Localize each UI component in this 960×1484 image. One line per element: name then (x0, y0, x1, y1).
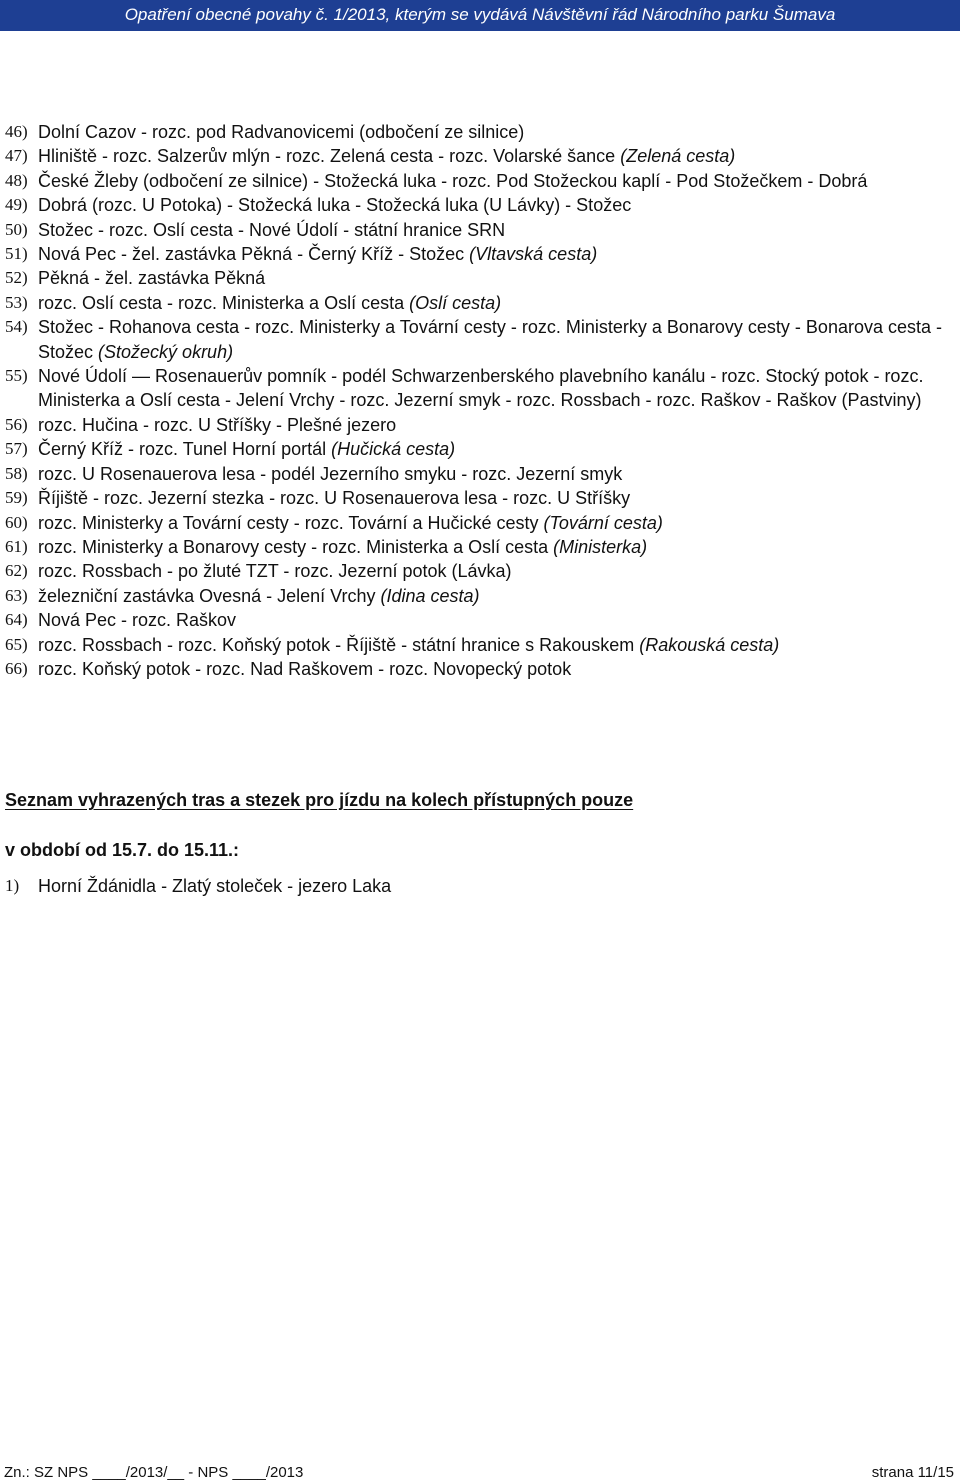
item-text-container (0, 120, 960, 144)
item-number: 1) (5, 876, 20, 895)
list-item (0, 242, 960, 266)
reference-number: Zn.: SZ NPS ____/2013/__ - NPS ____/2013 (4, 1464, 304, 1481)
route-name: (Zelená cesta) (620, 146, 736, 167)
item-text: rozc. Koňský potok - rozc. Nad Raškovem - rozc. Novopecký potok (38, 658, 572, 679)
item-text-container (0, 193, 960, 217)
item-text-container (0, 657, 960, 681)
item-number: 47) (5, 146, 28, 166)
list-item (0, 657, 960, 681)
page-number: strana 11/15 (871, 1464, 954, 1481)
item-number: 50) (5, 219, 28, 239)
item-text-container (0, 266, 960, 290)
item-number: 59) (5, 488, 28, 508)
item-text: Dobrá (rozc. U Potoka) - Stožecká luka - Stožecká luka (U Lávky) - Stožec (38, 195, 632, 216)
item-text-container (0, 535, 960, 559)
item-text: Říjiště - rozc. Jezerní stezka - rozc. U Rosenauerova lesa - rozc. U Stříšky (38, 488, 631, 509)
route-name: (Hučická cesta) (331, 439, 456, 460)
item-text-container (0, 218, 960, 242)
route-name: (Rakouská cesta) (639, 634, 780, 655)
item-text: Dolní Cazov - rozc. pod Radvanovicemi (odbočení ze silnice) (38, 122, 525, 142)
list-item (0, 535, 960, 559)
list-item (0, 218, 960, 242)
list-item (0, 584, 960, 608)
item-text: rozc. Hučina - rozc. U Stříšky - Plešné jezero (38, 414, 397, 435)
item-number: 61) (5, 536, 28, 556)
item-text: rozc. Ministerky a Bonarovy cesty - rozc. Ministerka a Oslí cesta (38, 536, 554, 557)
item-text: Hliniště - rozc. Salzerův mlýn - rozc. Zelená cesta - rozc. Volarské šance (38, 146, 621, 167)
item-number: 53) (5, 292, 28, 312)
item-text: Nové Údolí — Rosenauerův pomník - podél Schwarzenberského plavebního kanálu - rozc. Stocký potok - rozc. Ministerka a Oslí cesta - Jelení Vrchy - rozc. Jezerní smyk - rozc. Rossbach - rozc. Raškov - Raškov (Pastviny) (38, 366, 924, 411)
section-heading: Seznam vyhrazených tras a stezek pro jízdu na kolech přístupných pouze (5, 790, 634, 810)
item-text: rozc. Ministerky a Tovární cesty - rozc. Tovární a Hučické cesty (38, 512, 544, 533)
item-number: 62) (5, 561, 28, 581)
item-number: 48) (5, 170, 28, 190)
item-text-container (0, 559, 960, 583)
list-item (0, 315, 960, 364)
list-item (0, 608, 960, 632)
item-text-container (0, 437, 960, 461)
list-item (0, 120, 960, 144)
item-text-container (0, 364, 960, 413)
route-name: (Vltavská cesta) (469, 244, 598, 265)
item-text: Černý Kříž - rozc. Tunel Horní portál (38, 439, 332, 460)
item-number: 52) (5, 268, 28, 288)
item-text-container (0, 584, 960, 608)
list-item (0, 291, 960, 315)
list-item (0, 169, 960, 193)
item-number: 57) (5, 439, 28, 459)
item-number: 58) (5, 463, 28, 483)
item-number: 60) (5, 512, 28, 532)
bike-route-list (0, 874, 960, 898)
item-number: 51) (5, 244, 28, 264)
list-item (0, 193, 960, 217)
item-text: Pěkná - žel. zastávka Pěkná (38, 268, 266, 289)
item-text: Nová Pec - žel. zastávka Pěkná - Černý Kříž - Stožec (38, 244, 470, 265)
item-text: rozc. Oslí cesta - rozc. Ministerka a Oslí cesta (38, 292, 410, 313)
item-number: 63) (5, 585, 28, 605)
item-text-container (0, 608, 960, 632)
item-number: 56) (5, 414, 28, 434)
list-item (0, 874, 960, 898)
item-number: 65) (5, 634, 28, 654)
item-text: rozc. Rossbach - rozc. Koňský potok - Říjiště - státní hranice s Rakouskem (38, 634, 640, 655)
item-text: rozc. U Rosenauerova lesa - podél Jezerního smyku - rozc. Jezerní smyk (38, 463, 623, 484)
period-heading: v období od 15.7. do 15.11.: (5, 840, 240, 860)
item-text-container (0, 144, 960, 168)
list-item (0, 511, 960, 535)
item-text-container (0, 413, 960, 437)
list-item (0, 462, 960, 486)
list-item (0, 437, 960, 461)
list-item (0, 559, 960, 583)
route-name: (Tovární cesta) (543, 512, 663, 533)
item-text-container (0, 462, 960, 486)
item-text-container (0, 874, 960, 898)
item-text-container (0, 633, 960, 657)
list-item (0, 633, 960, 657)
item-number: 64) (5, 610, 28, 630)
item-text: Horní Ždánidla - Zlatý stoleček - jezero Laka (38, 876, 392, 896)
header-bar (0, 0, 960, 31)
document-title: Opatření obecné povahy č. 1/2013, kterým se vydává Návštěvní řád Národního parku Šumava (124, 5, 836, 24)
item-number: 46) (5, 122, 28, 141)
item-text-container (0, 315, 960, 364)
route-name: (Stožecký okruh) (98, 341, 234, 362)
item-text: železniční zastávka Ovesná - Jelení Vrchy (38, 585, 381, 606)
item-text-container (0, 242, 960, 266)
item-text-container (0, 486, 960, 510)
item-text-container (0, 511, 960, 535)
item-number: 55) (5, 366, 28, 386)
item-text-container (0, 169, 960, 193)
list-item (0, 413, 960, 437)
item-number: 66) (5, 658, 28, 678)
item-text: rozc. Rossbach - po žluté TZT - rozc. Jezerní potok (Lávka) (38, 561, 512, 582)
route-list (0, 120, 960, 681)
list-item (0, 144, 960, 168)
item-text: Stožec - Rohanova cesta - rozc. Ministerky a Tovární cesty - rozc. Ministerky a Bonarovy cesty - Bonarova cesta - Stožec (38, 317, 942, 362)
item-text: Nová Pec - rozc. Raškov (38, 610, 237, 631)
item-number: 49) (5, 195, 28, 215)
route-name: (Oslí cesta) (409, 292, 502, 313)
item-text: České Žleby (odbočení ze silnice) - Stožecká luka - rozc. Pod Stožeckou kaplí - Pod Stožečkem - Dobrá (38, 170, 868, 191)
list-item (0, 266, 960, 290)
item-text-container (0, 291, 960, 315)
item-text: Stožec - rozc. Oslí cesta - Nové Údolí - státní hranice SRN (38, 219, 506, 240)
route-name: (Idina cesta) (380, 585, 480, 606)
item-number: 54) (5, 317, 28, 337)
list-item (0, 486, 960, 510)
route-name: (Ministerka) (553, 536, 648, 557)
list-item (0, 364, 960, 413)
